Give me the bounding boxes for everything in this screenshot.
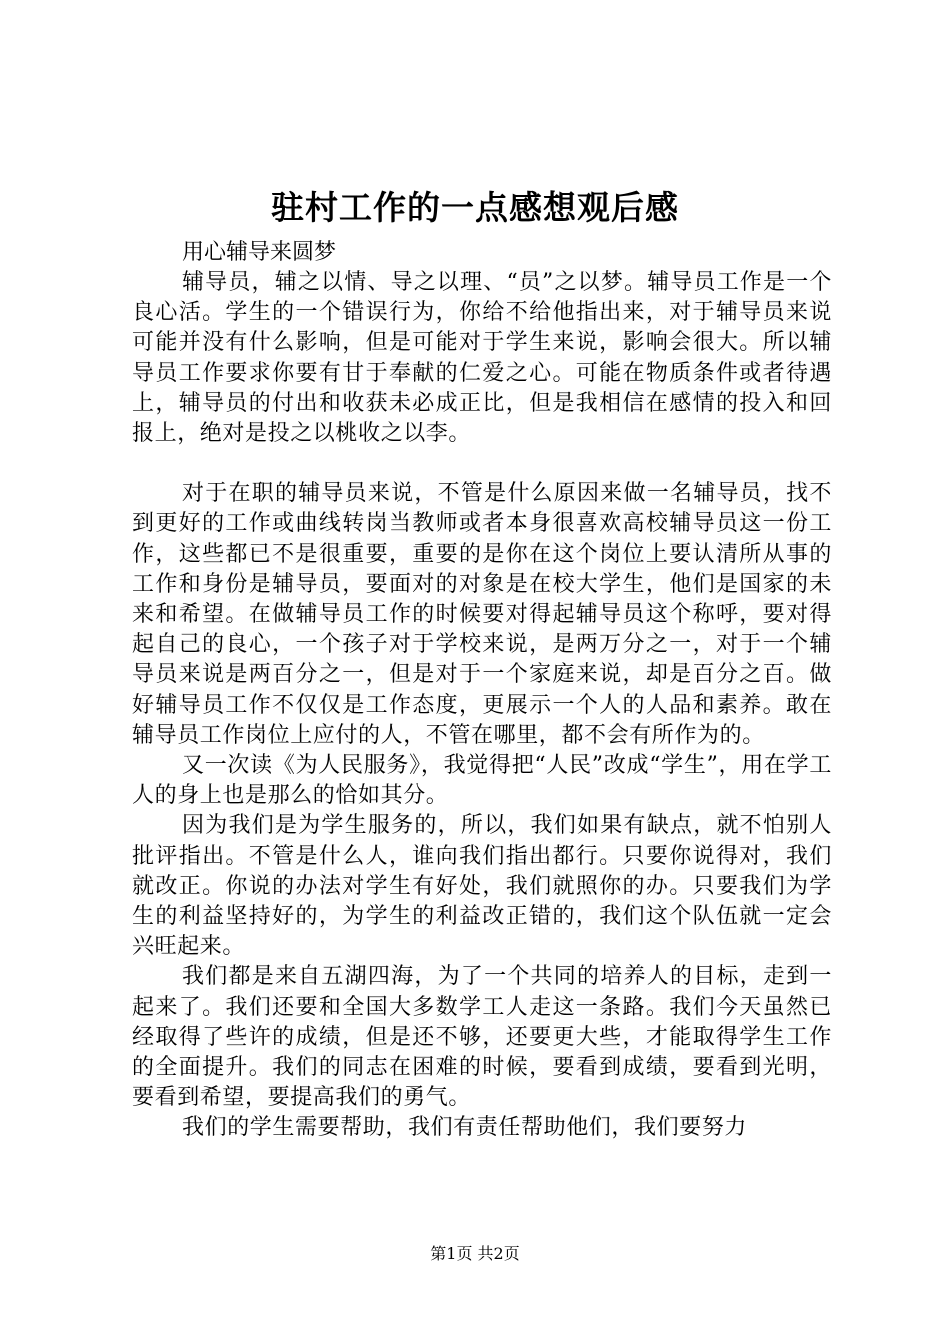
document-title: 驻村工作的一点感想观后感 <box>271 188 679 227</box>
document-subtitle: 用心辅导来圆梦 <box>182 240 337 265</box>
paragraph-3: 又一次读《为人民服务》，我觉得把“人民”改成“学生”，用在学工人的身上也是那么的恰如其分。 <box>132 753 832 809</box>
paragraph-1: 辅导员，辅之以情、导之以理、“员”之以梦。辅导员工作是一个良心活。学生的一个错误行为，你给不给他指出来，对于辅导员来说可能并没有什么影响，但是可能对于学生来说，影响会很大。所以辅导员工作要求你要有甘于奉献的仁爱之心。可能在物质条件或者待遇上，辅导员的付出和收获未必成正比，但是我相信在感情的投入和回报上，绝对是投之以桃收之以李。 <box>132 270 832 447</box>
paragraph-6: 我们的学生需要帮助，我们有责任帮助他们，我们要努力 <box>182 1115 748 1141</box>
paragraph-4: 因为我们是为学生服务的，所以，我们如果有缺点，就不怕别人批评指出。不管是什么人，谁向我们指出都行。只要你说得对，我们就改正。你说的办法对学生有好处，我们就照你的办。只要我们为学生的利益坚持好的，为学生的利益改正错的，我们这个队伍就一定会兴旺起来。 <box>132 813 832 960</box>
paragraph-2: 对于在职的辅导员来说，不管是什么原因来做一名辅导员，找不到更好的工作或曲线转岗当教师或者本身很喜欢高校辅导员这一份工作，这些都已不是很重要，重要的是你在这个岗位上要认清所从事的工作和身份是辅导员，要面对的对象是在校大学生，他们是国家的未来和希望。在做辅导员工作的时候要对得起辅导员这个称呼，要对得起自己的良心，一个孩子对于学校来说，是两万分之一，对于一个辅导员来说是两百分之一，但是对于一个家庭来说，却是百分之百。做好辅导员工作不仅仅是工作态度，更展示一个人的人品和素养。敢在辅导员工作岗位上应付的人，不管在哪里，都不会有所作为的。 <box>132 481 832 748</box>
page-number-footer: 第1页 共2页 <box>430 1244 520 1263</box>
paragraph-5: 我们都是来自五湖四海，为了一个共同的培养人的目标，走到一起来了。我们还要和全国大多数学工人走这一条路。我们今天虽然已经取得了些许的成绩，但是还不够，还要更大些，才能取得学生工作的全面提升。我们的同志在困难的时候，要看到成绩，要看到光明，要看到希望，要提高我们的勇气。 <box>132 964 832 1111</box>
document-body <box>132 268 832 1144</box>
